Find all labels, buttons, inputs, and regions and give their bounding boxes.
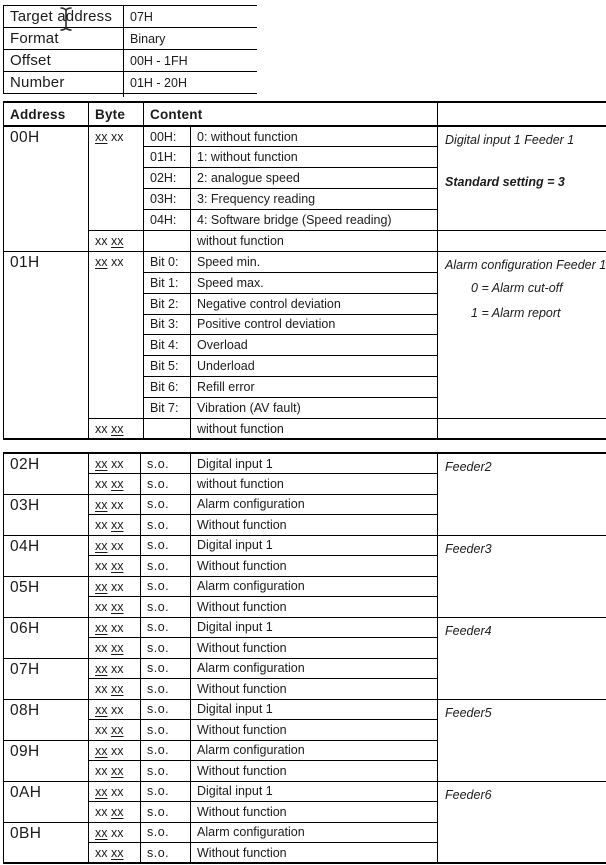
byte-xx: xx [95, 600, 108, 614]
byte-xx: xx [95, 477, 108, 491]
byte-xx: xx [110, 579, 124, 594]
byte-xx: xx [110, 846, 124, 860]
notes-cell [438, 418, 606, 439]
content-desc-cell: Without function [191, 679, 438, 700]
byte-xx: xx [110, 518, 124, 532]
info-label: Format [4, 28, 124, 50]
content-desc-cell: Speed max. [191, 272, 438, 293]
byte-xx: xx [110, 600, 124, 614]
byte-xx: xx [95, 421, 108, 436]
byte-xx: xx [110, 421, 124, 436]
content-label-cell [144, 418, 191, 439]
register-row [4, 230, 606, 251]
so-cell: s.o. [141, 576, 191, 597]
register-table-header-row [4, 102, 606, 126]
byte-xx: xx [95, 846, 108, 860]
byte-cell [89, 740, 141, 761]
content-desc-cell: without function [191, 418, 438, 439]
content-desc-cell: Without function [191, 802, 438, 823]
byte-xx: xx [95, 233, 108, 248]
so-cell: s.o. [141, 740, 191, 761]
address-cell: 05H [4, 576, 89, 617]
note-line: Digital input 1 Feeder 1 [445, 133, 575, 147]
content-desc-cell: Speed min. [191, 251, 438, 272]
info-row [4, 72, 257, 94]
so-cell: s.o. [141, 515, 191, 536]
feeder-table [3, 452, 606, 864]
notes-cell [438, 126, 606, 230]
so-cell: s.o. [141, 761, 191, 782]
byte-cell [89, 761, 141, 782]
byte-xx: xx [110, 641, 124, 655]
info-row [4, 28, 257, 50]
content-desc-cell: Underload [191, 356, 438, 377]
byte-xx: xx [95, 743, 108, 758]
info-value: 07H [124, 6, 257, 28]
byte-xx: xx [95, 682, 108, 696]
byte-xx: xx [95, 254, 108, 269]
byte-xx: xx [95, 130, 108, 144]
info-label: Offset [4, 50, 124, 72]
so-cell: s.o. [141, 617, 191, 638]
content-label-cell: 01H: [144, 147, 191, 168]
notes-cell [438, 699, 606, 781]
content-desc-cell: Negative control deviation [191, 293, 438, 314]
so-cell: s.o. [141, 535, 191, 556]
byte-cell [89, 781, 141, 802]
info-label: Number [4, 72, 124, 94]
so-cell: s.o. [141, 453, 191, 474]
byte-xx: xx [95, 702, 108, 717]
content-desc-cell: Digital input 1 [191, 453, 438, 474]
note-line: 0 = Alarm cut-off [471, 280, 563, 295]
byte-cell [89, 843, 141, 864]
content-desc-cell: Digital input 1 [191, 535, 438, 556]
byte-xx: xx [110, 702, 124, 717]
address-cell: 0AH [4, 781, 89, 822]
byte-cell [89, 720, 141, 741]
content-desc-cell: Digital input 1 [191, 617, 438, 638]
byte-xx: xx [110, 497, 124, 512]
byte-cell [89, 638, 141, 659]
register-table [3, 101, 606, 440]
note-line: 1 = Alarm report [471, 305, 561, 320]
byte-cell [89, 556, 141, 577]
byte-cell [89, 802, 141, 823]
content-desc-cell: Overload [191, 335, 438, 356]
address-cell: 09H [4, 740, 89, 781]
content-desc-cell: 0: without function [191, 126, 438, 147]
byte-cell [89, 418, 144, 439]
byte-cell [89, 597, 141, 618]
byte-xx: xx [95, 641, 108, 655]
so-cell: s.o. [141, 822, 191, 843]
byte-xx: xx [95, 497, 108, 512]
byte-cell [89, 515, 141, 536]
byte-xx: xx [95, 784, 108, 799]
so-cell: s.o. [141, 494, 191, 515]
feeder-row [4, 699, 606, 720]
byte-xx: xx [110, 457, 124, 471]
i-beam-cursor [58, 6, 74, 32]
byte-xx: xx [110, 764, 124, 778]
info-row [4, 6, 257, 28]
byte-xx: xx [110, 620, 124, 635]
content-desc-cell: Alarm configuration [191, 658, 438, 679]
content-label-cell: Bit 5: [144, 356, 191, 377]
byte-xx: xx [110, 661, 124, 676]
byte-xx: xx [110, 825, 124, 840]
byte-cell [89, 230, 144, 251]
feeder-note: Feeder3 [445, 541, 492, 556]
so-cell: s.o. [141, 679, 191, 700]
content-desc-cell: Without function [191, 761, 438, 782]
register-row [4, 251, 606, 272]
byte-xx: xx [110, 559, 124, 573]
byte-xx: xx [95, 805, 108, 819]
content-label-cell: 04H: [144, 210, 191, 231]
byte-cell [89, 699, 141, 720]
content-label-cell: Bit 3: [144, 314, 191, 335]
byte-xx: xx [95, 518, 108, 532]
content-desc-cell: Positive control deviation [191, 314, 438, 335]
byte-cell [89, 822, 141, 843]
byte-cell [89, 251, 144, 418]
content-label-cell: Bit 4: [144, 335, 191, 356]
info-row [4, 50, 257, 72]
byte-xx: xx [95, 620, 108, 635]
byte-xx: xx [95, 538, 108, 553]
byte-cell [89, 474, 141, 495]
content-label-cell [144, 230, 191, 251]
byte-xx: xx [110, 682, 124, 696]
byte-cell [89, 126, 144, 230]
notes-cell [438, 781, 606, 863]
address-cell: 06H [4, 617, 89, 658]
so-cell: s.o. [141, 699, 191, 720]
content-label-cell: Bit 2: [144, 293, 191, 314]
byte-xx: xx [110, 723, 124, 737]
address-cell: 01H [4, 251, 89, 439]
so-cell: s.o. [141, 597, 191, 618]
byte-xx: xx [95, 457, 108, 471]
byte-xx: xx [110, 477, 124, 491]
byte-xx: xx [110, 538, 124, 553]
info-value: Binary [124, 28, 257, 50]
feeder-row [4, 453, 606, 474]
address-cell: 07H [4, 658, 89, 699]
note-line: Alarm configuration Feeder 1 [445, 257, 606, 272]
notes-cell [438, 617, 606, 699]
feeder-note: Feeder5 [445, 705, 492, 720]
header-address: Address [4, 102, 89, 126]
byte-cell [89, 535, 141, 556]
byte-xx: xx [95, 579, 108, 594]
notes-cell [438, 251, 606, 418]
feeder-row [4, 535, 606, 556]
content-desc-cell: without function [191, 230, 438, 251]
content-desc-cell: Without function [191, 597, 438, 618]
content-label-cell: 02H: [144, 168, 191, 189]
notes-cell [438, 535, 606, 617]
byte-xx: xx [95, 764, 108, 778]
so-cell: s.o. [141, 843, 191, 864]
content-desc-cell: Without function [191, 638, 438, 659]
content-desc-cell: without function [191, 474, 438, 495]
register-row [4, 418, 606, 439]
feeder-note: Feeder6 [445, 787, 492, 802]
header-notes [438, 102, 606, 126]
address-cell: 04H [4, 535, 89, 576]
notes-cell [438, 453, 606, 535]
content-desc-cell: Alarm configuration [191, 576, 438, 597]
byte-cell [89, 453, 141, 474]
note-line: Standard setting = 3 [445, 175, 565, 189]
content-desc-cell: Refill error [191, 377, 438, 398]
content-label-cell: 00H: [144, 126, 191, 147]
address-cell: 08H [4, 699, 89, 740]
header-byte: Byte [89, 102, 144, 126]
target-info-table [3, 5, 257, 94]
register-row [4, 126, 606, 147]
content-desc-cell: Vibration (AV fault) [191, 398, 438, 419]
byte-xx: xx [110, 233, 124, 248]
content-desc-cell: 4: Software bridge (Speed reading) [191, 210, 438, 231]
content-desc-cell: 2: analogue speed [191, 168, 438, 189]
content-desc-cell: 1: without function [191, 147, 438, 168]
content-label-cell: Bit 7: [144, 398, 191, 419]
byte-xx: xx [110, 254, 124, 269]
content-label-cell: 03H: [144, 189, 191, 210]
table-divider-tail [123, 89, 124, 97]
so-cell: s.o. [141, 474, 191, 495]
content-desc-cell: Without function [191, 843, 438, 864]
feeder-row [4, 781, 606, 802]
byte-cell [89, 658, 141, 679]
byte-cell [89, 617, 141, 638]
byte-xx: xx [110, 743, 124, 758]
byte-xx: xx [95, 825, 108, 840]
address-cell: 0BH [4, 822, 89, 863]
so-cell: s.o. [141, 556, 191, 577]
byte-xx: xx [95, 559, 108, 573]
so-cell: s.o. [141, 720, 191, 741]
address-cell: 02H [4, 453, 89, 494]
so-cell: s.o. [141, 802, 191, 823]
so-cell: s.o. [141, 781, 191, 802]
byte-cell [89, 494, 141, 515]
content-desc-cell: Alarm configuration [191, 822, 438, 843]
content-desc-cell: Without function [191, 556, 438, 577]
content-desc-cell: Alarm configuration [191, 494, 438, 515]
info-value: 01H - 20H [124, 72, 257, 94]
byte-cell [89, 576, 141, 597]
so-cell: s.o. [141, 638, 191, 659]
content-label-cell: Bit 0: [144, 251, 191, 272]
byte-xx: xx [110, 805, 124, 819]
byte-xx: xx [95, 661, 108, 676]
byte-cell [89, 679, 141, 700]
content-desc-cell: Without function [191, 515, 438, 536]
so-cell: s.o. [141, 658, 191, 679]
address-cell: 00H [4, 126, 89, 251]
address-cell: 03H [4, 494, 89, 535]
feeder-row [4, 617, 606, 638]
notes-cell [438, 230, 606, 251]
feeder-note: Feeder4 [445, 623, 492, 638]
feeder-note: Feeder2 [445, 460, 492, 474]
content-desc-cell: Digital input 1 [191, 781, 438, 802]
content-desc-cell: 3: Frequency reading [191, 189, 438, 210]
content-desc-cell: Digital input 1 [191, 699, 438, 720]
byte-xx: xx [110, 130, 124, 144]
content-desc-cell: Without function [191, 720, 438, 741]
info-value: 00H - 1FH [124, 50, 257, 72]
byte-xx: xx [95, 723, 108, 737]
note-spacer [445, 151, 603, 172]
header-content: Content [144, 102, 438, 126]
content-label-cell: Bit 6: [144, 377, 191, 398]
byte-xx: xx [110, 784, 124, 799]
content-desc-cell: Alarm configuration [191, 740, 438, 761]
info-label: Target address [4, 6, 124, 28]
content-label-cell: Bit 1: [144, 272, 191, 293]
